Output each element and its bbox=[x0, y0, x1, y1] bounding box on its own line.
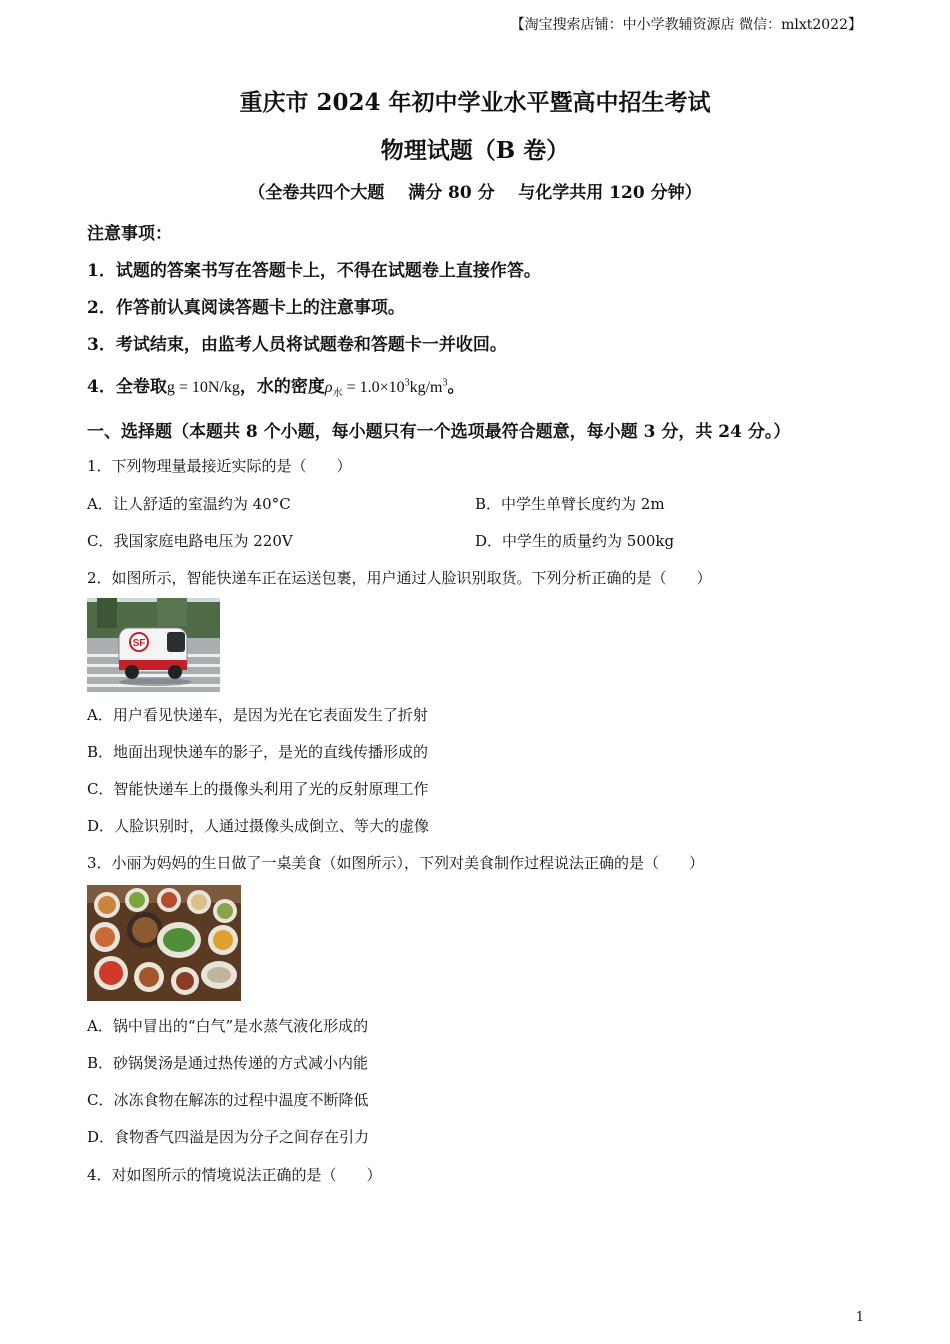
page-number: 1 bbox=[855, 1310, 864, 1325]
gravity-formula: g = 10N/kg bbox=[166, 379, 240, 396]
question-4-stem: 4．对如图所示的情境说法正确的是（ ） bbox=[87, 1166, 382, 1184]
notes-item-1: 1．试题的答案书写在答题卡上，不得在试题卷上直接作答。 bbox=[87, 261, 541, 281]
question-2-option-a: A．用户看见快递车，是因为光在它表面发生了折射 bbox=[87, 706, 428, 724]
question-2-option-c: C．智能快递车上的摄像头利用了光的反射原理工作 bbox=[87, 780, 429, 798]
question-3-option-c: C．冰冻食物在解冻的过程中温度不断降低 bbox=[87, 1091, 369, 1109]
section1-heading: 一、选择题（本题共 8 个小题，每小题只有一个选项最符合题意，每小题 3 分，共 24 分。） bbox=[87, 422, 791, 442]
question-2-option-d: D．人脸识别时，人通过摄像头成倒立、等大的虚像 bbox=[87, 817, 430, 835]
question-3-option-d: D．食物香气四溢是因为分子之间存在引力 bbox=[87, 1128, 370, 1146]
question-2-stem: 2．如图所示，智能快递车正在运送包裹，用户通过人脸识别取货。下列分析正确的是（ ） bbox=[87, 569, 712, 587]
header-note: 【淘宝搜索店铺：中小学教辅资源店 微信：mlxt2022】 bbox=[510, 17, 862, 33]
delivery-vehicle-photo bbox=[87, 598, 220, 692]
notes-heading: 注意事项： bbox=[87, 224, 172, 244]
density-formula: $\rho_水 = 1.0\times 10^3kg/m^3$ bbox=[324, 377, 448, 400]
question-1-option-a: A．让人舒适的室温约为 40°C bbox=[87, 495, 291, 513]
question-3-option-a: A．锅中冒出的“白气”是水蒸气液化形成的 bbox=[87, 1017, 369, 1035]
question-3-stem: 3．小丽为妈妈的生日做了一桌美食（如图所示），下列对美食制作过程说法正确的是（ ） bbox=[87, 854, 705, 872]
exam-subject: 物理试题（B 卷） bbox=[380, 137, 570, 164]
question-1-option-b: B．中学生单臂长度约为 2m bbox=[475, 495, 665, 513]
svg-text:SF: SF bbox=[132, 638, 146, 649]
notes-item-4: 4．全卷取g = 10N/kg，水的密度$\rho_水 = 1.0\times 10^3kg/m^3$。 bbox=[87, 377, 465, 400]
notes-item-2: 2．作答前认真阅读答题卡上的注意事项。 bbox=[87, 298, 405, 318]
question-1-stem: 1．下列物理量最接近实际的是（ ） bbox=[87, 457, 352, 475]
notes-item-3: 3．考试结束，由监考人员将试题卷和答题卡一并收回。 bbox=[87, 335, 507, 355]
question-3-option-b: B．砂锅煲汤是通过热传递的方式减小内能 bbox=[87, 1054, 369, 1072]
exam-info: （全卷共四个大题 满分 80 分 与化学共用 120 分钟） bbox=[248, 183, 702, 203]
question-1-option-d: D．中学生的质量约为 500kg bbox=[475, 532, 675, 550]
question-1-option-c: C．我国家庭电路电压为 220V bbox=[87, 532, 293, 550]
birthday-dinner-photo bbox=[87, 885, 241, 1001]
question-2-option-b: B．地面出现快递车的影子，是光的直线传播形成的 bbox=[87, 743, 429, 761]
exam-title: 重庆市 2024 年初中学业水平暨高中招生考试 bbox=[239, 89, 711, 116]
